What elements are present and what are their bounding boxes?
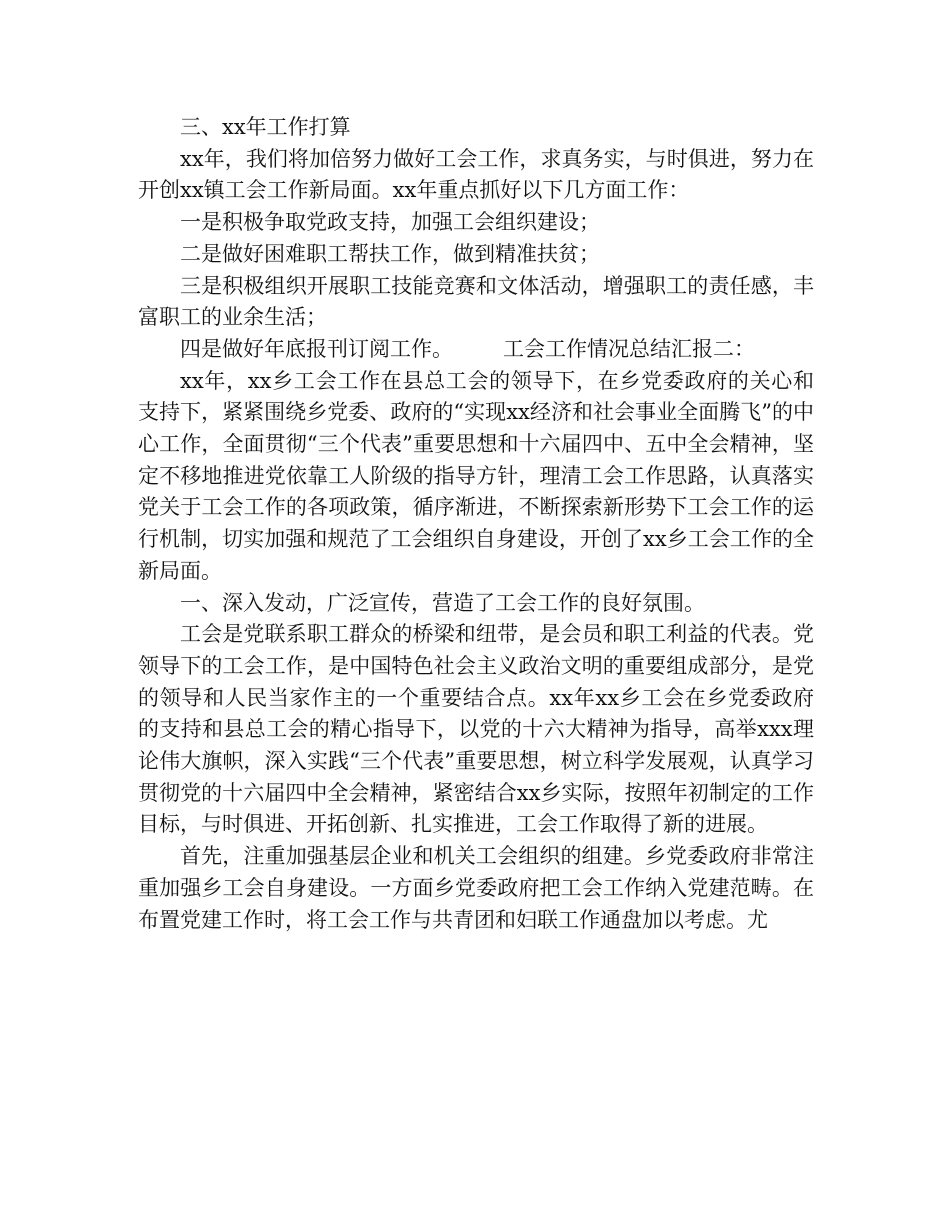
heading-work-plan: 三、xx年工作打算 <box>180 115 351 139</box>
report-two-title: 工会工作情况总结汇报二： <box>503 336 755 361</box>
paragraph-plan-item-4 <box>138 334 814 366</box>
paragraph-plan-item-2: 二是做好困难职工帮扶工作，做到精准扶贫； <box>180 241 600 266</box>
paragraph-first-measure: 首先，注重加强基层企业和机关工会组织的组建。乡党委政府非常注重加强乡工会自身建设。一方面乡党委政府把工会工作纳入党建范畴。在布置党建工作时，将工会工作与共青团和妇联工作通盘加以考虑。尤 <box>138 844 814 932</box>
paragraph-plan-item-3: 三是积极组织开展职工技能竞赛和文体活动，增强职工的责任感，丰富职工的业余生活； <box>138 273 814 330</box>
heading-section-one: 一、深入发动，广泛宣传，营造了工会工作的良好氛围。 <box>180 590 705 615</box>
paragraph-section-one-body: 工会是党联系职工群众的桥梁和纽带，是会员和职工利益的代表。党领导下的工会工作，是中国特色社会主义政治文明的重要组成部分，是党的领导和人民当家作主的一个重要结合点。xx年xx乡工会在乡党委政府的支持和县总工会的精心指导下，以党的十六大精神为指导，高举xxx理论伟大旗帜，深入实践“三个代表”重要思想，树立科学发展观，认真学习贯彻党的十六届四中全会精神，紧密结合xx乡实际，按照年初制定的工作目标，与时俱进、开拓创新、扎实推进，工会工作取得了新的进展。 <box>138 622 814 837</box>
paragraph-plan-intro: xx年，我们将加倍努力做好工会工作，求真务实，与时俱进，努力在开创xx镇工会工作新局面。xx年重点抓好以下几方面工作： <box>138 146 814 203</box>
paragraph-report-intro: xx年，xx乡工会工作在县总工会的领导下，在乡党委政府的关心和支持下，紧紧围绕乡党委、政府的“实现xx经济和社会事业全面腾飞”的中心工作，全面贯彻“三个代表”重要思想和十六届四中、五中全会精神，坚定不移地推进党依靠工人阶级的指导方针，理清工会工作思路，认真落实党关于工会工作的各项政策，循序渐进，不断探索新形势下工会工作的运行机制，切实加强和规范了工会组织自身建设，开创了xx乡工会工作的全新局面。 <box>138 368 814 583</box>
paragraph-plan-item-1: 一是积极争取党政支持，加强工会组织建设； <box>180 210 600 235</box>
document-body <box>138 112 814 936</box>
plan-item-4-text: 四是做好年底报刊订阅工作。 <box>180 336 453 361</box>
